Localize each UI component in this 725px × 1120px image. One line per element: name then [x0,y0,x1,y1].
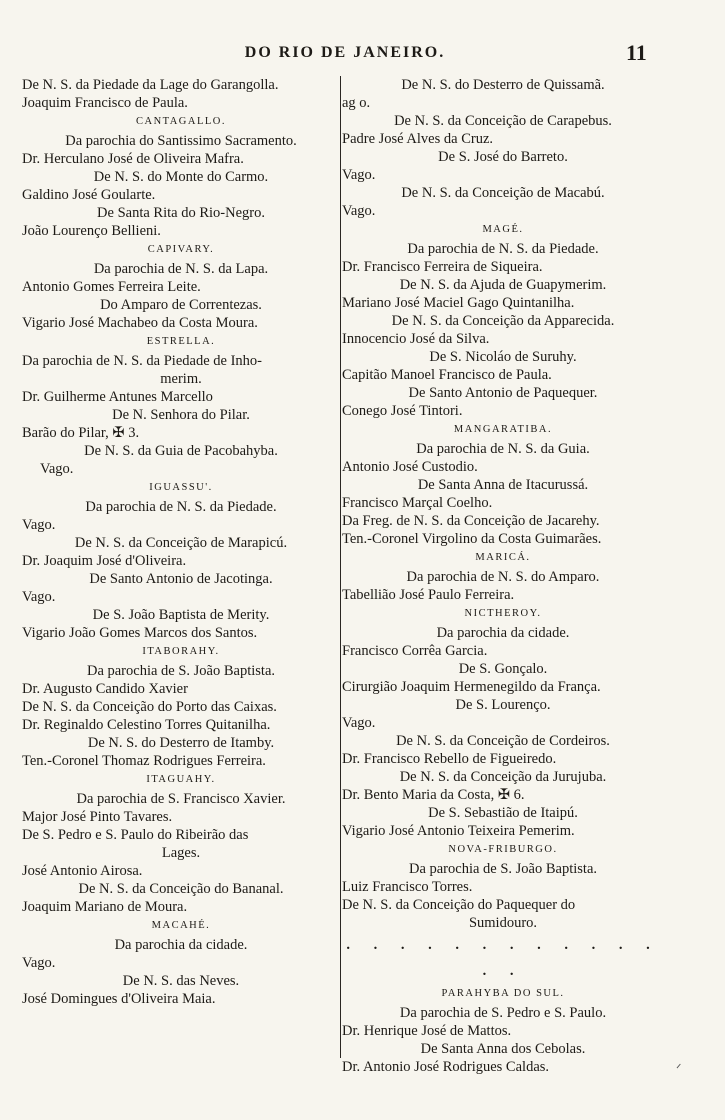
entry-line: De S. Gonçalo. [458,661,548,677]
section-heading: MARICÁ. [475,552,531,563]
entry-line: De N. S. da Conceição de Cordeiros. [396,733,610,749]
entry-line: Dr. Herculano José de Oliveira Mafra. [22,151,244,167]
entry-line: Da parochia da cidade. [114,937,248,953]
entry-line: Major José Pinto Tavares. [22,809,173,825]
entry-line: José Antonio Airosa. [22,863,143,879]
section-heading: IGUASSU'. [149,482,213,493]
entry-line: Joaquim Francisco de Paula. [22,95,188,111]
entry-line: De N. Senhora do Pilar. [112,407,250,423]
ink-mark-icon: ᐟ [676,1062,682,1077]
entry-line: Dr. Henrique José de Mattos. [342,1023,512,1039]
entry-line: De Santa Rita do Rio-Negro. [97,205,265,221]
entry-line: De Santo Antonio de Paquequer. [408,385,598,401]
entry-line: De N. S. da Conceição de Marapicú. [74,535,288,551]
entry-line: Francisco Corrêa Garcia. [342,643,488,659]
entry-line: De Santa Anna dos Cebolas. [420,1041,586,1057]
entry-line: De S. Pedro e S. Paulo do Ribeirão das [22,827,249,843]
entry-line: Dr. Guilherme Antunes Marcello [22,389,213,405]
entry-line: Mariano José Maciel Gago Quintanilha. [342,295,575,311]
entry-line: Capitão Manoel Francisco de Paula. [342,367,552,383]
entry-line: Vigario José Machabeo da Costa Moura. [22,315,258,331]
page-header [0,40,725,74]
entry-line: De N. S. da Guia de Pacobahyba. [84,443,278,459]
entry-line: De N. S. do Monte do Carmo. [93,169,269,185]
entry-line: Da parochia de N. S. da Piedade. [407,241,599,257]
entry-line: De N. S. da Conceição do Porto das Caixas. [22,699,277,715]
entry-line: Vago. [342,203,376,219]
entry-line: Antonio Gomes Ferreira Leite. [22,279,201,295]
entry-line: Vago. [342,167,376,183]
section-heading: CANTAGALLO. [135,116,227,127]
entry-line: Do Amparo de Correntezas. [100,297,262,313]
entry-line: Dr. Bento Maria da Costa, ✠ 6. [342,787,525,803]
section-heading: MACAHÉ. [151,920,211,931]
entry-line: Galdino José Goularte. [22,187,156,203]
entry-line: Da parochia de N. S. da Guia. [416,441,590,457]
entry-line: Da parochia de S. João Baptista. [408,861,598,877]
entry-line: Vago. [40,461,74,477]
entry-line: Dr. Augusto Candido Xavier [22,681,188,697]
entry-line: De S. João Baptista de Merity. [92,607,270,623]
entry-line: Francisco Marçal Coelho. [342,495,493,511]
entry-line: Dr. Reginaldo Celestino Torres Quitanilha. [22,717,271,733]
entry-line: merim. [160,371,202,387]
entry-line: Da parochia de N. S. da Piedade. [85,499,277,515]
entry-line: Luiz Francisco Torres. [342,879,473,895]
section-heading: NOVA-FRIBURGO. [448,844,558,855]
column-divider [340,76,341,1058]
left-column [22,76,340,1008]
entry-line: Da parochia de S. Francisco Xavier. [76,791,286,807]
entry-line: Dr. Francisco Rebello de Figueiredo. [342,751,557,767]
entry-line: Dr. Antonio José Rodrigues Caldas. [342,1059,550,1075]
entry-line: De S. José do Barreto. [438,149,568,165]
entry-line: Da parochia de N. S. da Lapa. [93,261,269,277]
entry-line: José Domingues d'Oliveira Maia. [22,991,216,1007]
section-heading: CAPIVARY. [147,244,215,255]
entry-line: De Santo Antonio de Jacotinga. [89,571,273,587]
entry-line: Da parochia de S. Pedro e S. Paulo. [399,1005,607,1021]
entry-line: Vago. [22,955,56,971]
entry-line: Innocencio José da Silva. [342,331,490,347]
entry-line: Da parochia de N. S. da Piedade de Inho- [22,353,262,369]
entry-line: Da parochia de S. João Baptista. [86,663,276,679]
entry-line: Dr. Francisco Ferreira de Siqueira. [342,259,543,275]
entry-line: De Santa Anna de Itacurussá. [417,477,589,493]
entry-line: Dr. Joaquim José d'Oliveira. [22,553,187,569]
right-column [342,76,664,1076]
entry-line: Da Freg. de N. S. da Conceição de Jacarehy. [342,513,600,529]
entry-line: De N. S. da Conceição de Macabú. [401,185,605,201]
entry-line: De N. S. das Neves. [122,973,240,989]
entry-line: De N. S. da Conceição do Bananal. [78,881,284,897]
entry-line: Barão do Pilar, ✠ 3. [22,425,140,441]
entry-line: De N. S. da Conceição de Carapebus. [394,113,612,129]
section-heading: ESTRELLA. [146,336,216,347]
entry-line: Antonio José Custodio. [342,459,478,475]
entry-line: Vago. [342,715,376,731]
entry-line: Lages. [161,845,201,861]
entry-line: Vigario João Gomes Marcos dos Santos. [22,625,258,641]
ellipsis-divider: . . . . . . . . . . . . . . [346,937,660,979]
section-heading: MAGÉ. [482,224,524,235]
entry-line: De N. S. da Ajuda de Guapymerim. [399,277,607,293]
entry-line: Da parochia do Santissimo Sacramento. [65,133,297,149]
entry-line: Padre José Alves da Cruz. [342,131,494,147]
entry-line: De N. S. da Piedade da Lage do Garangolla. [22,77,279,93]
section-heading: MANGARATIBA. [453,424,553,435]
section-heading: PARAHYBA DO SUL. [441,988,565,999]
entry-line: Conego José Tintori. [342,403,463,419]
page-number: 11 [626,40,647,65]
entry-line: Ten.-Coronel Thomaz Rodrigues Ferreira. [22,753,266,769]
entry-line: De N. S. da Conceição da Jurujuba. [399,769,607,785]
entry-line: Vigario José Antonio Teixeira Pemerim. [342,823,575,839]
entry-line: Joaquim Mariano de Moura. [22,899,188,915]
entry-line: Da parochia de N. S. do Amparo. [406,569,600,585]
entry-line: Da parochia da cidade. [436,625,570,641]
section-heading: ITABORAHY. [142,646,220,657]
entry-line: De N. S. do Desterro de Quissamã. [401,77,605,93]
entry-line: De N. S. da Conceição do Paquequer do [342,897,576,913]
entry-line: ag o. [342,95,371,111]
entry-line: De N. S. da Conceição da Apparecida. [391,313,615,329]
entry-line: Ten.-Coronel Virgolino da Costa Guimarães. [342,531,602,547]
entry-line: Vago. [22,589,56,605]
entry-line: De S. Nicoláo de Suruhy. [429,349,577,365]
entry-line: De N. S. do Desterro de Itamby. [87,735,275,751]
entry-line: De S. Sebastião de Itaipú. [428,805,578,821]
entry-line: Sumidouro. [468,915,538,931]
entry-line: João Lourenço Bellieni. [22,223,161,239]
entry-line: De S. Lourenço. [455,697,551,713]
running-title: DO RIO DE JANEIRO. [244,44,446,61]
entry-line: Cirurgião Joaquim Hermenegildo da França. [342,679,601,695]
section-heading: ITAGUAHY. [146,774,216,785]
entry-line: Vago. [22,517,56,533]
entry-line: Tabellião José Paulo Ferreira. [342,587,515,603]
section-heading: NICTHEROY. [464,608,542,619]
